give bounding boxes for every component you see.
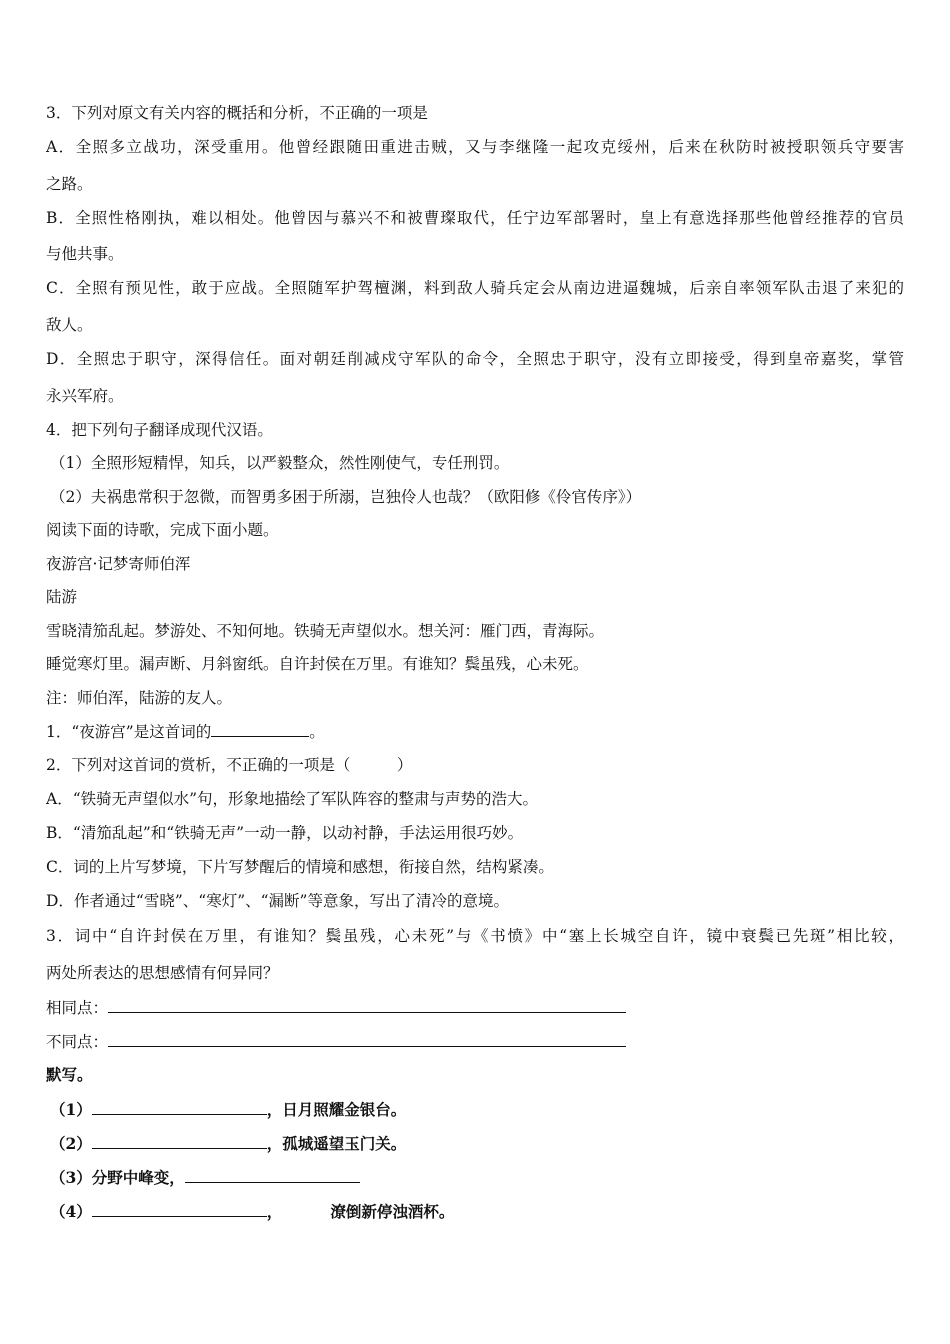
option-b-line-2: 与他共事。	[46, 245, 124, 263]
dictation-blank-4[interactable]	[92, 1200, 267, 1217]
dictation-heading: 默写。	[46, 1065, 93, 1084]
poem-option-c: C．词的上片写梦境，下片写梦醒后的情境和感想，衔接自然，结构紧凑。	[46, 858, 554, 876]
poem-section-instruction: 阅读下面的诗歌，完成下面小题。	[46, 521, 279, 539]
dictation-item-3: （3）分野中峰变，	[50, 1166, 360, 1189]
poem-stanza-1: 雪晓清笳乱起。梦游处、不知何地。铁骑无声望似水。想关河：雁门西，青海际。	[46, 622, 605, 640]
poem-question-2-stem: 2．下列对这首词的赏析，不正确的一项是（ ）	[46, 756, 413, 774]
translation-sentence-2: （2）夫祸患常积于忽微，而智勇多困于所溺，岂独伶人也哉？（欧阳修《伶官传序》）	[50, 488, 642, 506]
option-d-line-1: D．全照忠于职守，深得信任。面对朝廷削减戍守军队的命令，全照忠于职守，没有立即接受，得到皇帝嘉奖，掌管	[46, 350, 904, 368]
option-b-line-1: B．全照性格刚执，难以相处。他曾因与慕兴不和被曹璨取代，任宁边军部署时，皇上有意选择那些他曾经推荐的官员	[46, 209, 904, 227]
similarity-answer-line: 相同点：	[46, 996, 626, 1019]
poem-option-d: D．作者通过“雪晓”、“寒灯”、“漏断”等意象，写出了清冷的意境。	[46, 892, 509, 910]
poem-option-b: B．“清笳乱起”和“铁骑无声”一动一静，以动衬静，手法运用很巧妙。	[46, 824, 524, 842]
difference-blank[interactable]	[108, 1030, 626, 1047]
question-4-stem: 4．把下列句子翻译成现代汉语。	[46, 421, 273, 439]
answer-blank[interactable]	[211, 720, 309, 737]
translation-sentence-1: （1）全照形短精悍，知兵，以严毅整众，然性刚使气，专任刑罚。	[50, 454, 510, 472]
option-d-line-2: 永兴军府。	[46, 387, 124, 405]
dictation-item-1: （1） ，日月照耀金银台。	[50, 1100, 407, 1119]
poem-option-a: A．“铁骑无声望似水”句，形象地描绘了军队阵容的整肃与声势的浩大。	[46, 790, 539, 808]
poem-question-3-line-2: 两处所表达的思想感情有何异同？	[46, 964, 279, 982]
dictation-blank-3[interactable]	[185, 1166, 360, 1183]
poem-note: 注：师伯浑，陆游的友人。	[46, 689, 233, 707]
poem-title: 夜游宫·记梦寄师伯浑	[46, 555, 191, 573]
option-c-line-1: C．全照有预见性，敢于应战。全照随军护驾檀渊，料到敌人骑兵定会从南边进逼魏城，后亲自率领军队击退了来犯的	[46, 279, 904, 297]
dictation-item-4: （4） ， 潦倒新停浊酒杯。	[50, 1202, 455, 1221]
dictation-item-2: （2） ，孤城遥望玉门关。	[50, 1134, 407, 1153]
difference-answer-line: 不同点：	[46, 1030, 626, 1053]
option-a-line-2: 之路。	[46, 175, 93, 193]
poem-author: 陆游	[46, 588, 78, 606]
poem-question-3-line-1: 3．词中“自许封侯在万里，有谁知？鬓虽残，心未死”与《书愤》中“塞上长城空自许，镜中衰鬓已先斑”相比较，	[46, 927, 904, 945]
question-3-stem: 3．下列对原文有关内容的概括和分析，不正确的一项是	[46, 104, 428, 122]
dictation-blank-2[interactable]	[92, 1132, 267, 1149]
poem-question-1: 1．“夜游宫”是这首词的 。	[46, 720, 325, 743]
option-a-line-1: A．全照多立战功，深受重用。他曾经跟随田重进击贼，又与李继隆一起攻克绥州，后来在秋防时被授职领兵守要害	[46, 138, 904, 156]
dictation-blank-1[interactable]	[92, 1098, 267, 1115]
option-c-line-2: 敌人。	[46, 316, 93, 334]
poem-stanza-2: 睡觉寒灯里。漏声断、月斜窗纸。自许封侯在万里。有谁知？鬓虽残，心未死。	[46, 655, 589, 673]
similarity-blank[interactable]	[108, 996, 626, 1013]
